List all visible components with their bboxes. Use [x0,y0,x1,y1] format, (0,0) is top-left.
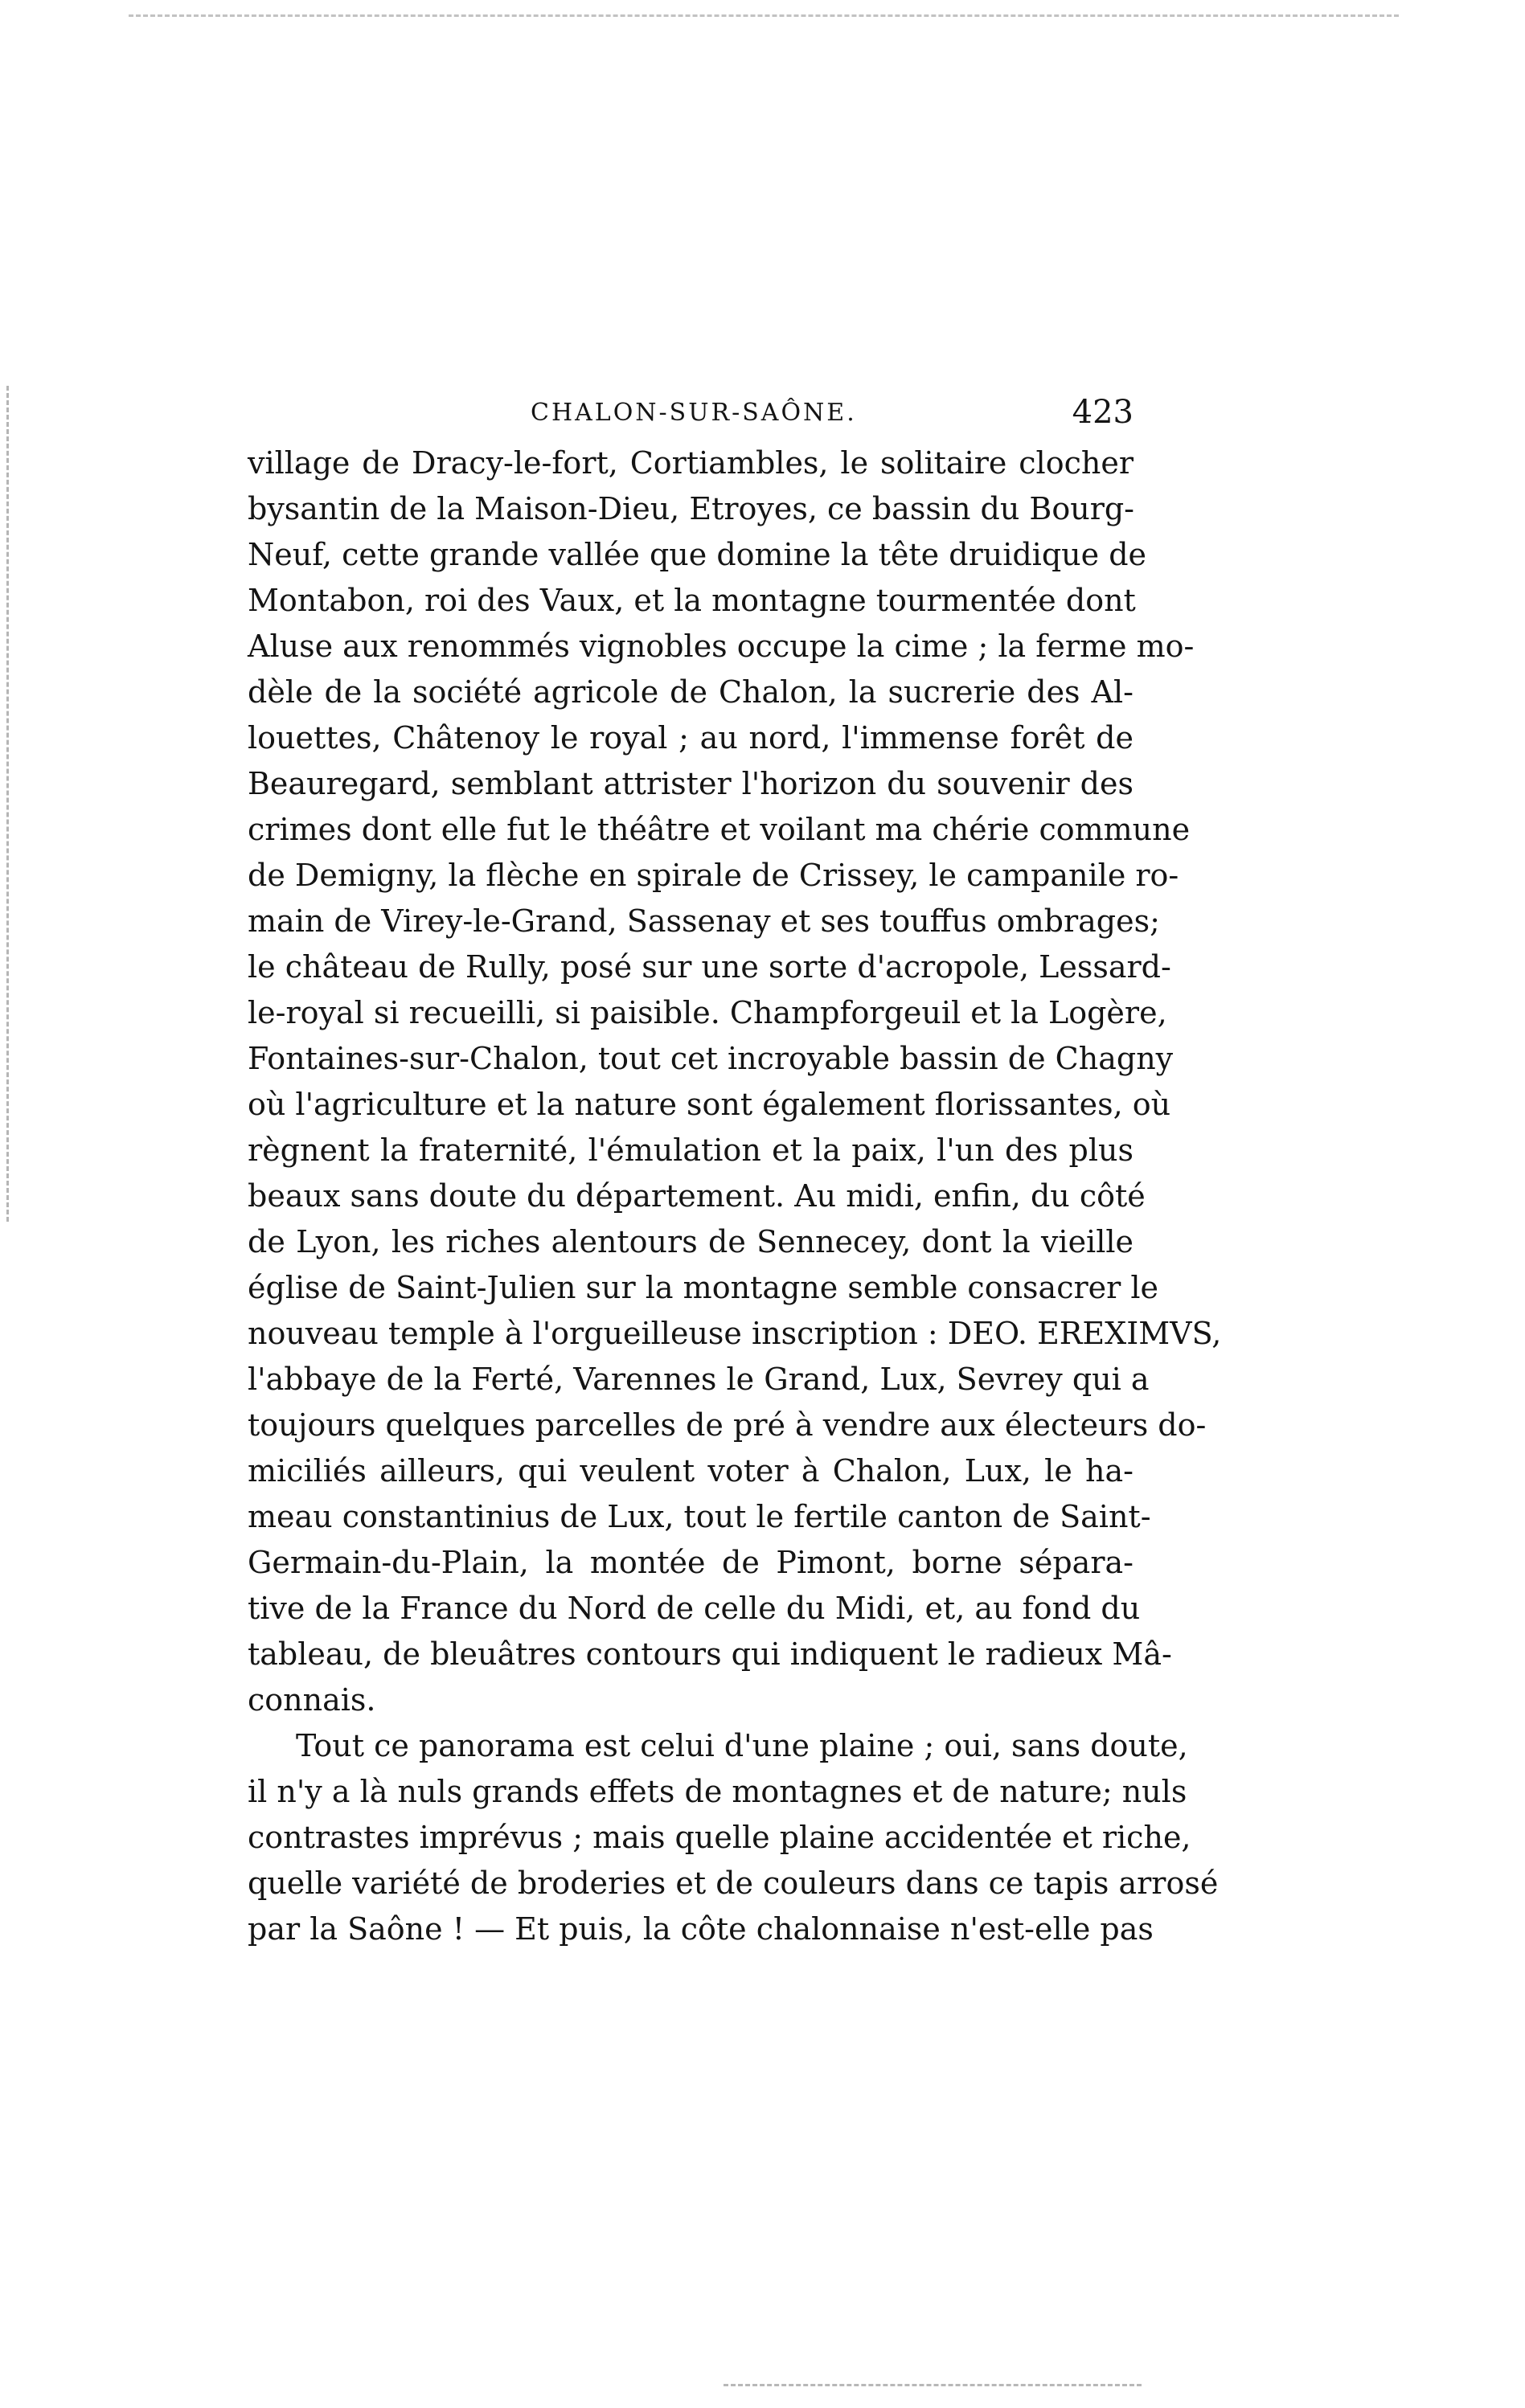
text-line: Neuf, cette grande vallée que domine la tête druidique de [248,537,1147,572]
paragraph-2 [248,1723,1219,1952]
text-line: beaux sans doute du département. Au midi, enfin, du côté [248,1178,1146,1214]
text-line: bysantin de la Maison-Dieu, Etroyes, ce bassin du Bourg- [248,491,1135,526]
text-line: tive de la France du Nord de celle du Midi, et, au fond du [248,1591,1141,1626]
text-line: il n'y a là nuls grands effets de montagnes et de nature; nuls [248,1774,1187,1809]
text-line: règnent la fraternité, l'émulation et la paix, l'un des plus [248,1132,1134,1168]
scan-edge-bottom [724,2384,1142,2386]
text-line: crimes dont elle fut le théâtre et voilant ma chérie commune [248,812,1191,847]
text-line: nouveau temple à l'orgueilleuse inscription : DEO. EREXIMVS, [248,1316,1222,1351]
text-line: par la Saône ! — Et puis, la côte chalonnaise n'est-elle pas [248,1911,1154,1947]
text-line: tableau, de bleuâtres contours qui indiquent le radieux Mâ- [248,1636,1172,1672]
running-title: CHALON-SUR-SAÔNE. [531,399,857,427]
text-line: village de Dracy-le-fort, Cortiambles, le solitaire clocher [248,445,1134,481]
text-line: Germain-du-Plain, la montée de Pimont, borne sépara- [248,1545,1134,1580]
text-line: où l'agriculture et la nature sont également florissantes, où [248,1087,1171,1122]
text-line: Beauregard, semblant attrister l'horizon du souvenir des [248,766,1134,801]
text-line: Montabon, roi des Vaux, et la montagne tourmentée dont [248,583,1136,618]
text-line: toujours quelques parcelles de pré à vendre aux électeurs do- [248,1407,1207,1443]
scan-edge-left [6,386,9,1222]
text-line: de Lyon, les riches alentours de Sennecey, dont la vieille [248,1224,1134,1259]
text-line: dèle de la société agricole de Chalon, la sucrerie des Al- [248,674,1134,710]
text-line: Aluse aux renommés vignobles occupe la cime ; la ferme mo- [248,629,1195,664]
scan-edge-top [129,14,1399,17]
running-head [241,394,1134,442]
text-line: louettes, Châtenoy le royal ; au nord, l'immense forêt de [248,720,1134,756]
text-line: église de Saint-Julien sur la montagne semble consacrer le [248,1270,1159,1305]
text-line: le-royal si recueilli, si paisible. Champforgeuil et la Logère, [248,995,1167,1030]
page-number: 423 [1072,394,1134,431]
text-line: quelle variété de broderies et de couleurs dans ce tapis arrosé [248,1865,1219,1901]
text-line: Tout ce panorama est celui d'une plaine ; oui, sans doute, [296,1728,1188,1763]
text-line: l'abbaye de la Ferté, Varennes le Grand, Lux, Sevrey qui a [248,1362,1150,1397]
text-line: meau constantinius de Lux, tout le fertile canton de Saint- [248,1499,1151,1534]
paragraph-1 [248,440,1222,1723]
text-line: contrastes imprévus ; mais quelle plaine accidentée et riche, [248,1820,1191,1855]
text-line: de Demigny, la flèche en spirale de Crissey, le campanile ro- [248,858,1179,893]
text-line: miciliés ailleurs, qui veulent voter à Chalon, Lux, le ha- [248,1453,1134,1489]
text-line: connais. [248,1682,376,1718]
body-text [248,440,1222,1952]
text-line: le château de Rully, posé sur une sorte d'acropole, Lessard- [248,949,1171,985]
text-line: main de Virey-le-Grand, Sassenay et ses touffus ombrages; [248,903,1160,939]
text-line: Fontaines-sur-Chalon, tout cet incroyable bassin de Chagny [248,1041,1174,1076]
